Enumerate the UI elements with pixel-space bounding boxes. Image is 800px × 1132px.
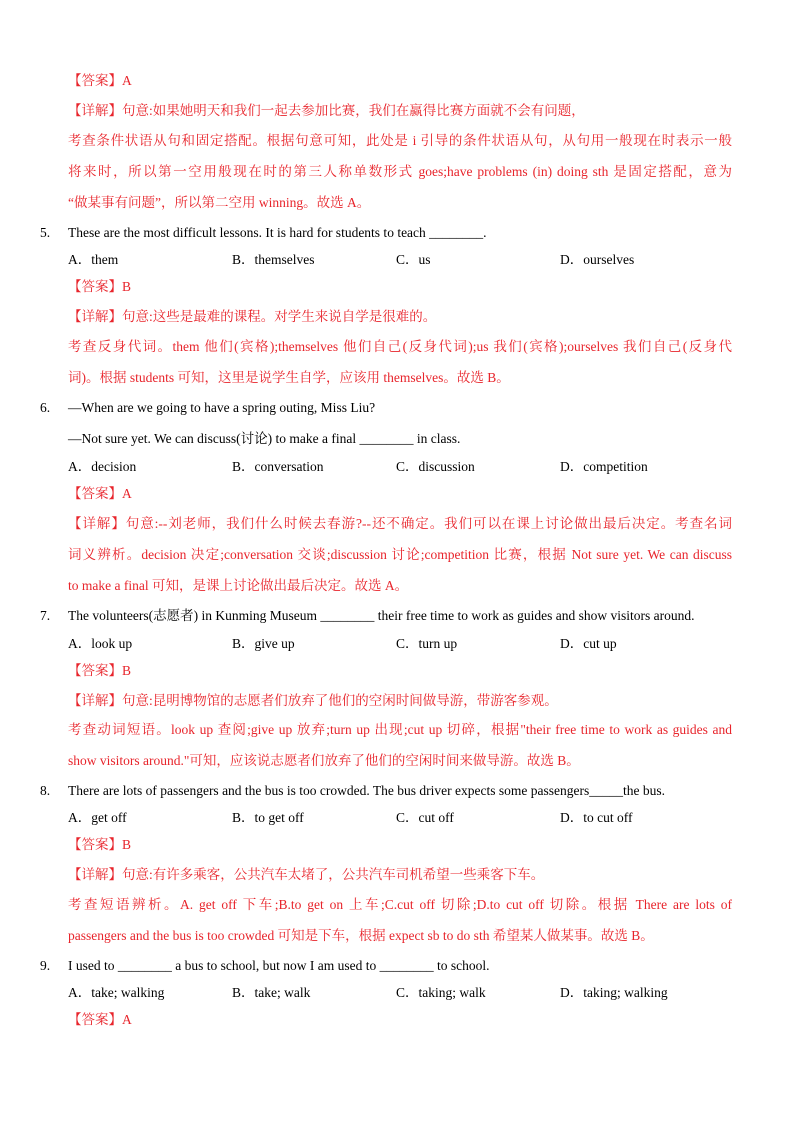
answer-label: 【答案】B [68, 837, 132, 852]
question-number: 7. [40, 608, 51, 623]
option-a: A．take; walking [68, 985, 165, 1000]
explanation-line: 词义辨析。decision 决定;conversation 交谈;discussion 讨论;competition 比赛，根据 Not sure yet. We can discuss [68, 547, 732, 562]
option-b: B．conversation [232, 459, 324, 474]
option-d: D．cut up [560, 636, 617, 651]
answer-label: 【答案】A [68, 486, 132, 501]
option-b: B．give up [232, 636, 295, 651]
explanation-line: 考查动词短语。look up 查阅;give up 放弃;turn up 出现;cut up 切碎，根据"their free time to work as guides and [68, 722, 732, 737]
question-text: These are the most difficult lessons. It is hard for students to teach ________. [68, 225, 487, 240]
option-d: D．taking; walking [560, 985, 668, 1000]
detail-text: 【详解】句意:有许多乘客，公共汽车太堵了，公共汽车司机希望一些乘客下车。 [68, 867, 545, 882]
option-a: A．them [68, 252, 119, 267]
option-b: B．take; walk [232, 985, 311, 1000]
question-text: I used to ________ a bus to school, but now I am used to ________ to school. [68, 958, 490, 973]
answer-label: 【答案】A [68, 1012, 132, 1027]
explanation-line: to make a final 可知，是课上讨论做出最后决定。故选 A。 [68, 578, 409, 593]
option-d: D．competition [560, 459, 648, 474]
detail-text: 【详解】句意:如果她明天和我们一起去参加比赛，我们在赢得比赛方面就不会有问题， [68, 103, 585, 118]
option-c: C．taking; walk [396, 985, 486, 1000]
option-d: D．ourselves [560, 252, 635, 267]
option-a: A．get off [68, 810, 127, 825]
option-b: B．themselves [232, 252, 315, 267]
question-number: 6. [40, 400, 51, 415]
explanation-line: 词)。根据 students 可知，这里是说学生自学，应该用 themselves。故选 B。 [68, 370, 510, 385]
option-d: D．to cut off [560, 810, 633, 825]
option-a: A．decision [68, 459, 137, 474]
option-a: A．look up [68, 636, 133, 651]
explanation-line: 考查短语辨析。A. get off 下车;B.to get on 上车;C.cut off 切除;D.to cut off 切除。根据 There are lots of [68, 897, 732, 912]
option-c: C．turn up [396, 636, 458, 651]
option-c: C．discussion [396, 459, 475, 474]
question-number: 8. [40, 783, 51, 798]
question-text: —When are we going to have a spring outing, Miss Liu? [68, 400, 376, 415]
answer-label: 【答案】B [68, 663, 132, 678]
option-c: C．us [396, 252, 431, 267]
question-text: —Not sure yet. We can discuss(讨论) to make a final ________ in class. [68, 431, 461, 446]
option-c: C．cut off [396, 810, 454, 825]
explanation-line: passengers and the bus is too crowded 可知是下车，根据 expect sb to do sth 希望某人做某事。故选 B。 [68, 928, 654, 943]
question-number: 5. [40, 225, 51, 240]
explanation-line: 考查反身代词。them 他们(宾格);themselves 他们自己(反身代词);us 我们(宾格);ourselves 我们自己(反身代 [68, 339, 732, 354]
detail-text: 【详解】句意:这些是最难的课程。对学生来说自学是很难的。 [68, 309, 437, 324]
detail-text: 【详解】句意:昆明博物馆的志愿者们放弃了他们的空闲时间做导游，带游客参观。 [68, 693, 558, 708]
question-text: The volunteers(志愿者) in Kunming Museum ________ their free time to work as guides and show visitors around. [68, 608, 695, 623]
explanation-line: 【详解】句意:--刘老师，我们什么时候去春游?--还不确定。我们可以在课上讨论做出最后决定。考查名词 [68, 516, 732, 531]
answer-label: 【答案】A [68, 73, 132, 88]
explanation-line: 考查条件状语从句和固定搭配。根据句意可知，此处是 i 引导的条件状语从句，从句用一般现在时表示一般 [68, 133, 732, 148]
explanation-line: show visitors around."可知，应该说志愿者们放弃了他们的空闲时间来做导游。故选 B。 [68, 753, 580, 768]
answer-label: 【答案】B [68, 279, 132, 294]
question-number: 9. [40, 958, 51, 973]
explanation-line: “做某事有问题”，所以第二空用 winning。故选 A。 [68, 195, 371, 210]
question-text: There are lots of passengers and the bus is too crowded. The bus driver expects some passengers_____the bus. [68, 783, 665, 798]
option-b: B．to get off [232, 810, 304, 825]
explanation-line: 将来时，所以第一空用般现在时的第三人称单数形式 goes;have problems (in) doing sth 是固定搭配，意为 [68, 164, 732, 179]
